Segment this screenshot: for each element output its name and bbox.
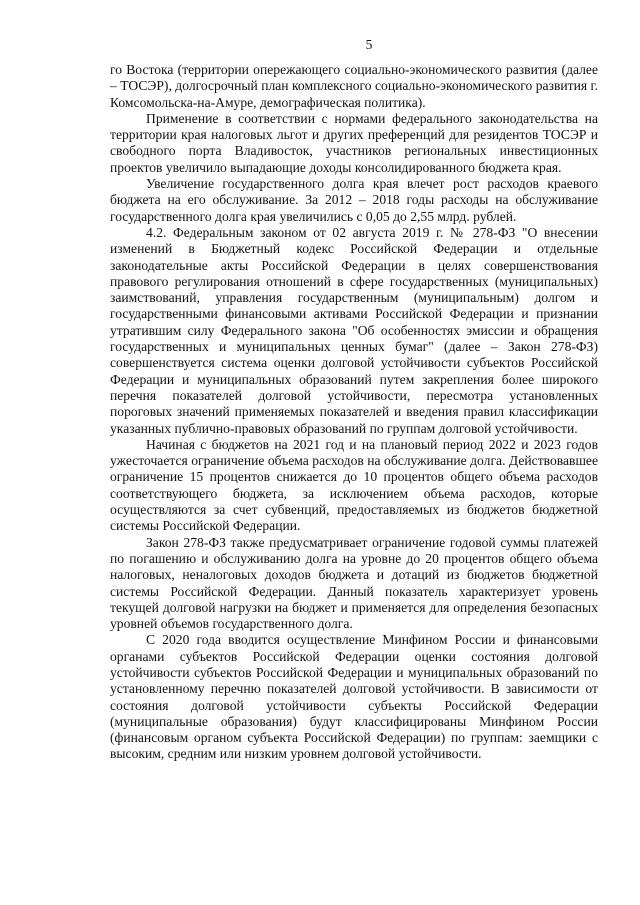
paragraph-debt-servicing: Увеличение государственного долга края влечет рост расходов краевого бюджета на его обслуживание. За 2012 – 2018 годы расходы на обслуживание государственного долга края увеличились с 0,05 до 2,55 млрд. рублей. — [110, 176, 598, 224]
paragraph-federal-law-278: 4.2. Федеральным законом от 02 августа 2019 г. № 278-ФЗ "О внесении изменений в Бюджетный кодекс Российской Федерации и отдельные законодательные акты Российской Федерации в целях совершенствования правового регулирования отношений в сфере государственных (муниципальных) заимствований, управления государственным (муниципальным) долгом и государственными финансовыми активами Российской Федерации и признании утратившим силу Федерального закона "Об особенностях эмиссии и обращения государственных и муниципальных ценных бумаг" (далее – Закон 278-ФЗ) совершенствуется система оценки долговой устойчивости субъектов Российской Федерации и муниципальных образований путем закрепления более широкого перечня показателей долговой устойчивости, пересмотра установленных пороговых значений применяемых показателей и введения правил классификации указанных публично-правовых образований по группам долговой устойчивости. — [110, 224, 598, 436]
document-body — [110, 62, 598, 763]
paragraph-payment-limit: Закон 278-ФЗ также предусматривает ограничение годовой суммы платежей по погашению и обслуживанию долга на уровне до 20 процентов общего объема налоговых, неналоговых доходов бюджета и дотаций из бюджетов бюджетной системы Российской Федерации. Данный показатель характеризует уровень текущей долговой нагрузки на бюджет и применяется для определения безопасных уровней объемов государственного долга. — [110, 534, 598, 632]
paragraph-continuation: го Востока (территории опережающего социально-экономического развития (далее – ТОСЭР), долгосрочный план комплексного социально-экономического развития г. Комсомольска-на-Амуре, демографическая политика). — [110, 62, 598, 110]
paragraph-debt-sustainability: С 2020 года вводится осуществление Минфином России и финансовыми органами субъектов Российской Федерации оценки состояния долговой устойчивости субъектов Российской Федерации и муниципальных образований по установленному перечню показателей долговой устойчивости. В зависимости от состояния долговой устойчивости субъекты Российской Федерации (муниципальные образования) будут классифицированы Минфином России (финансовым органом субъекта Российской Федерации) по группам: заемщики с высоким, средним или низким уровнем долговой устойчивости. — [110, 632, 598, 762]
page-number: 5 — [365, 37, 373, 52]
paragraph-tax-preferences: Применение в соответствии с нормами федерального законодательства на территории края налоговых льгот и других преференций для резидентов ТОСЭР и свободного порта Владивосток, участников региональных инвестиционных проектов увеличило выпадающие доходы консолидированного бюджета края. — [110, 110, 598, 175]
paragraph-expense-limit: Начиная с бюджетов на 2021 год и на плановый период 2022 и 2023 годов ужесточается ограничение объема расходов на обслуживание долга. Действовавшее ограничение 15 процентов снижается до 10 процентов общего объема расходов соответствующего бюджета, за исключением объема расходов, которые осуществляются за счет субвенций, предоставляемых из бюджетов бюджетной системы Российской Федерации. — [110, 436, 598, 534]
